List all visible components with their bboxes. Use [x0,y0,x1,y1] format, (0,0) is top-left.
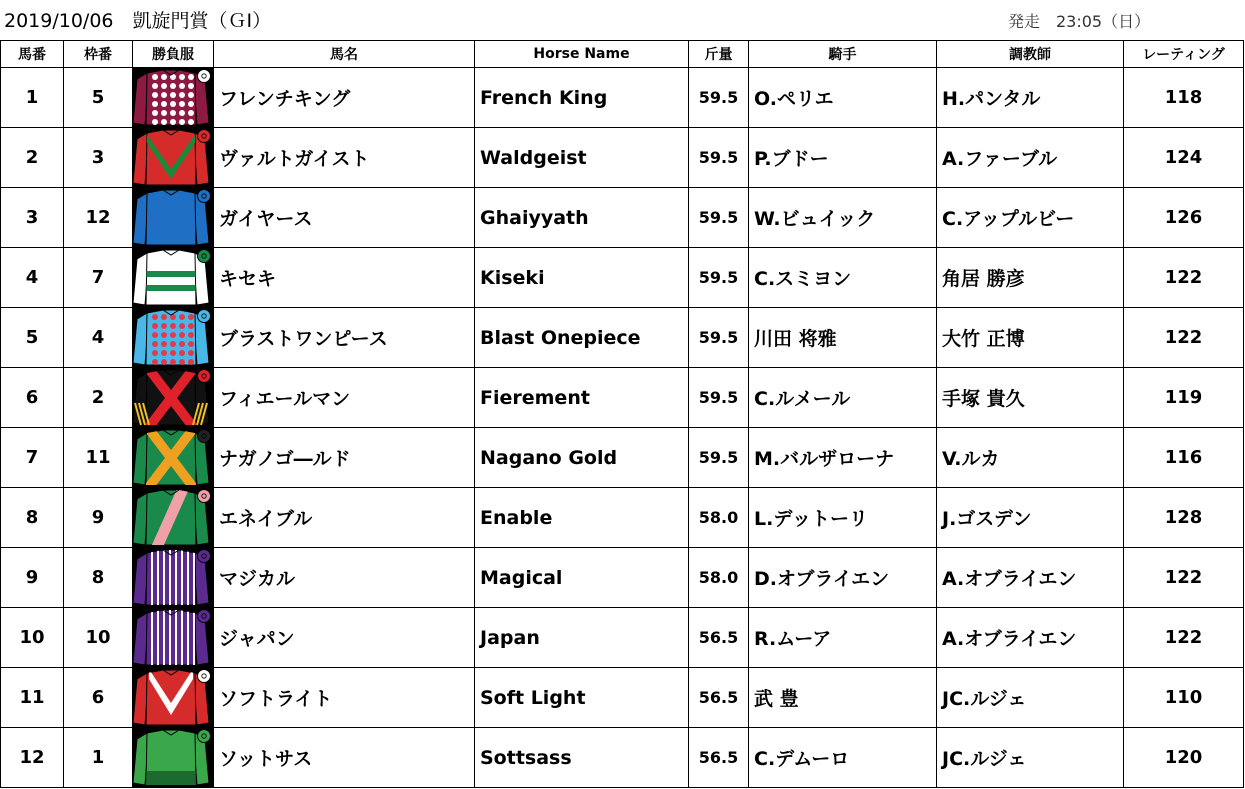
jockey-name: 武 豊 [749,668,937,728]
silks [133,608,214,668]
rating: 118 [1124,68,1244,128]
table-row [1,548,1244,608]
jockey-name: O.ペリエ [749,68,937,128]
silks [133,368,214,428]
jockey-name: P.ブドー [749,128,937,188]
carried-weight: 59.5 [689,428,749,488]
gate-number: 7 [64,248,133,308]
carried-weight: 59.5 [689,128,749,188]
carried-weight: 59.5 [689,188,749,248]
jockey-silk-icon [133,549,213,607]
silks [133,548,214,608]
silks [133,728,214,788]
rating: 122 [1124,248,1244,308]
table-row [1,128,1244,188]
horse-name-jp: エネイブル [214,488,475,548]
carried-weight: 58.0 [689,488,749,548]
trainer-name: C.アップルビー [937,188,1124,248]
trainer-name: A.オブライエン [937,548,1124,608]
silks [133,488,214,548]
gate-number: 5 [64,68,133,128]
col-header-silks: 勝負服 [133,41,214,68]
rating: 116 [1124,428,1244,488]
gate-number: 6 [64,668,133,728]
gate-number: 9 [64,488,133,548]
jockey-silk-icon [133,729,213,787]
horse-number: 7 [1,428,64,488]
table-row [1,728,1244,788]
horse-name-jp: フィエールマン [214,368,475,428]
horse-name-jp: キセキ [214,248,475,308]
jockey-name: M.バルザローナ [749,428,937,488]
col-header-weight: 斤量 [689,41,749,68]
rating: 126 [1124,188,1244,248]
jockey-silk-icon [133,489,213,547]
col-header-number: 馬番 [1,41,64,68]
carried-weight: 59.5 [689,368,749,428]
col-header-jockey: 騎手 [749,41,937,68]
carried-weight: 59.5 [689,308,749,368]
trainer-name: JC.ルジェ [937,668,1124,728]
carried-weight: 56.5 [689,728,749,788]
gate-number: 3 [64,128,133,188]
carried-weight: 56.5 [689,608,749,668]
jockey-name: W.ビュイック [749,188,937,248]
rating: 110 [1124,668,1244,728]
table-row [1,68,1244,128]
horse-name-en: French King [475,68,689,128]
gate-number: 2 [64,368,133,428]
carried-weight: 59.5 [689,68,749,128]
table-row [1,428,1244,488]
trainer-name: 角居 勝彦 [937,248,1124,308]
table-row [1,368,1244,428]
rating: 124 [1124,128,1244,188]
header-row [1,41,1244,68]
jockey-name: D.オブライエン [749,548,937,608]
table-row [1,668,1244,728]
trainer-name: 大竹 正博 [937,308,1124,368]
jockey-name: C.スミヨン [749,248,937,308]
silks [133,308,214,368]
horse-name-jp: マジカル [214,548,475,608]
horse-number: 11 [1,668,64,728]
carried-weight: 59.5 [689,248,749,308]
carried-weight: 56.5 [689,668,749,728]
horse-name-en: Soft Light [475,668,689,728]
table-row [1,488,1244,548]
horse-name-jp: ブラストワンピース [214,308,475,368]
trainer-name: 手塚 貴久 [937,368,1124,428]
jockey-silk-icon [133,309,213,367]
gate-number: 8 [64,548,133,608]
horse-name-en: Fierement [475,368,689,428]
jockey-silk-icon [133,129,213,187]
horse-name-jp: フレンチキング [214,68,475,128]
horse-number: 9 [1,548,64,608]
col-header-horse-en: Horse Name [475,41,689,68]
horse-number: 5 [1,308,64,368]
jockey-name: C.デムーロ [749,728,937,788]
horse-name-en: Sottsass [475,728,689,788]
trainer-name: H.パンタル [937,68,1124,128]
rating: 120 [1124,728,1244,788]
race-title: 2019/10/06 凱旋門賞（ＧⅠ） [4,10,272,32]
rating: 119 [1124,368,1244,428]
horse-name-jp: ソフトライト [214,668,475,728]
jockey-silk-icon [133,69,213,127]
rating: 128 [1124,488,1244,548]
jockey-silk-icon [133,669,213,727]
jockey-silk-icon [133,249,213,307]
silks [133,128,214,188]
col-header-horse-jp: 馬名 [214,41,475,68]
silks [133,248,214,308]
horse-number: 6 [1,368,64,428]
horse-name-jp: ガイヤース [214,188,475,248]
horse-number: 3 [1,188,64,248]
jockey-silk-icon [133,429,213,487]
jockey-name: R.ムーア [749,608,937,668]
jockey-silk-icon [133,609,213,667]
trainer-name: V.ルカ [937,428,1124,488]
horse-name-jp: ナガノゴ―ルド [214,428,475,488]
horse-name-en: Nagano Gold [475,428,689,488]
horse-name-en: Ghaiyyath [475,188,689,248]
horse-name-en: Magical [475,548,689,608]
horse-number: 12 [1,728,64,788]
trainer-name: A.ファーブル [937,128,1124,188]
gate-number: 12 [64,188,133,248]
horse-number: 8 [1,488,64,548]
horse-name-en: Blast Onepiece [475,308,689,368]
horse-number: 1 [1,68,64,128]
horse-number: 4 [1,248,64,308]
silks [133,68,214,128]
horse-name-jp: ヴァルトガイスト [214,128,475,188]
trainer-name: J.ゴスデン [937,488,1124,548]
silks [133,188,214,248]
horse-name-jp: ソットサス [214,728,475,788]
gate-number: 4 [64,308,133,368]
col-header-trainer: 調教師 [937,41,1124,68]
carried-weight: 58.0 [689,548,749,608]
horse-name-en: Waldgeist [475,128,689,188]
table-row [1,188,1244,248]
table-row [1,248,1244,308]
horse-number: 10 [1,608,64,668]
jockey-name: L.デットーリ [749,488,937,548]
jockey-silk-icon [133,369,213,427]
trainer-name: A.オブライエン [937,608,1124,668]
gate-number: 10 [64,608,133,668]
horse-number: 2 [1,128,64,188]
rating: 122 [1124,608,1244,668]
gate-number: 1 [64,728,133,788]
trainer-name: JC.ルジェ [937,728,1124,788]
jockey-silk-icon [133,189,213,247]
rating: 122 [1124,308,1244,368]
post-time: 発走 23:05（日） [1008,12,1151,31]
table-row [1,308,1244,368]
table-row [1,608,1244,668]
col-header-gate: 枠番 [64,41,133,68]
horse-name-en: Kiseki [475,248,689,308]
horse-name-en: Japan [475,608,689,668]
silks [133,668,214,728]
gate-number: 11 [64,428,133,488]
jockey-name: C.ルメール [749,368,937,428]
silks [133,428,214,488]
horse-name-jp: ジャパン [214,608,475,668]
entry-table [0,40,1244,788]
jockey-name: 川田 将雅 [749,308,937,368]
horse-name-en: Enable [475,488,689,548]
rating: 122 [1124,548,1244,608]
col-header-rating: レーティング [1124,41,1244,68]
